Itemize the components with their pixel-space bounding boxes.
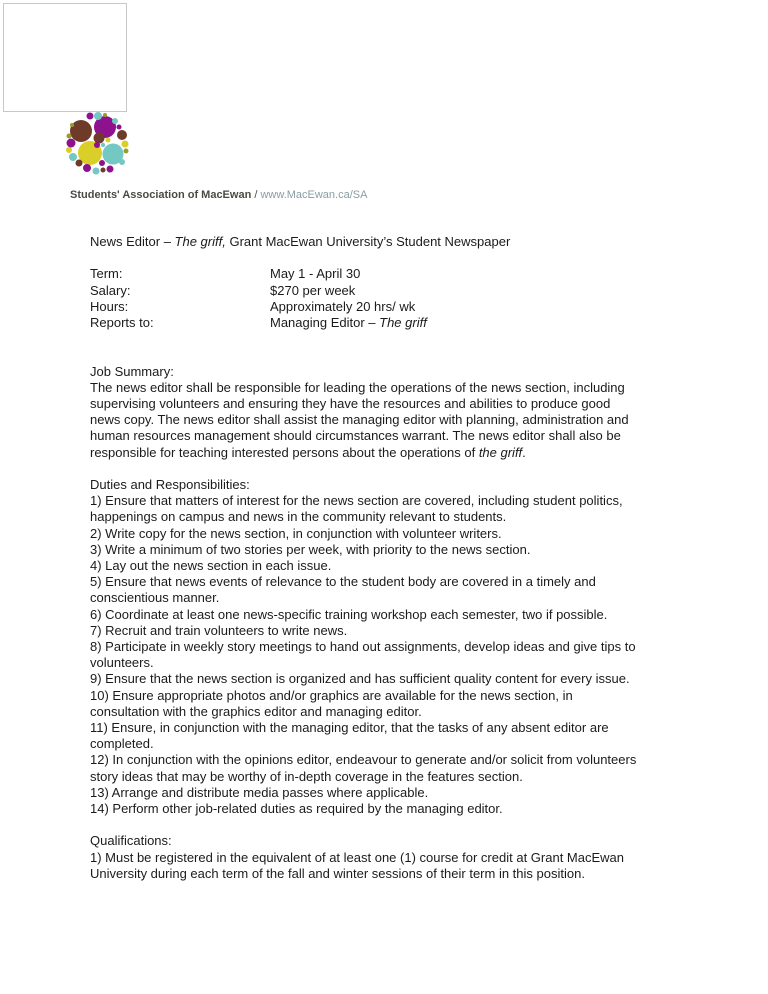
blank-line	[90, 461, 710, 477]
text-segment: 1) Must be registered in the equivalent of at least one (1) course for credit at Grant MacEwan	[90, 849, 624, 865]
text-segment: consultation with the graphics editor and managing editor.	[90, 703, 422, 719]
italic-text: The griff,	[174, 234, 226, 249]
field-row	[90, 266, 710, 282]
text-segment: Approximately 20 hrs/ wk	[270, 298, 416, 314]
job-title	[90, 234, 710, 250]
blank-line	[90, 331, 710, 347]
section-heading	[90, 477, 710, 493]
text-line	[90, 801, 710, 817]
text-segment: $270 per week	[270, 282, 356, 298]
field-value	[270, 266, 360, 281]
text-segment: 7) Recruit and train volunteers to write news.	[90, 622, 348, 638]
image-placeholder-box	[3, 3, 127, 112]
text-segment: news copy. The news editor shall assist the managing editor with planning, administration and	[90, 412, 629, 428]
text-line	[90, 623, 710, 639]
text-line	[90, 671, 710, 687]
text-line	[90, 526, 710, 542]
field-row	[90, 299, 710, 315]
text-segment: 8) Participate in weekly story meetings to hand out assignments, develop ideas and give tips to	[90, 639, 636, 655]
text-segment: 12) In conjunction with the opinions editor, endeavour to generate and/or solicit from volunteers	[90, 752, 637, 768]
text-segment: volunteers.	[90, 655, 154, 671]
blank-line	[90, 250, 710, 266]
text-line	[90, 574, 710, 590]
text-segment: 13) Arrange and distribute media passes where applicable.	[90, 784, 429, 800]
text-segment: Duties and Responsibilities:	[90, 476, 250, 492]
text-line	[90, 769, 710, 785]
text-segment: Managing Editor –	[270, 315, 380, 330]
text-segment: responsible for teaching interested persons about the operations of	[90, 444, 479, 460]
text-segment: completed.	[90, 736, 154, 752]
text-line	[90, 639, 710, 655]
field-value	[270, 299, 415, 314]
text-line	[90, 558, 710, 574]
text-segment: 14) Perform other job-related duties as required by the managing editor.	[90, 801, 503, 817]
text-line	[90, 785, 710, 801]
field-row	[90, 315, 710, 331]
field-value	[270, 283, 355, 298]
text-line	[90, 704, 710, 720]
dot-cluster-logo-icon	[64, 112, 130, 178]
text-segment: .	[522, 444, 526, 460]
masthead	[70, 189, 367, 202]
text-line	[90, 752, 710, 768]
text-segment: University during each term of the fall and winter sessions of their term in this position.	[90, 865, 585, 881]
text-segment: conscientious manner.	[90, 590, 220, 606]
italic-text: the griff	[478, 444, 523, 460]
text-segment: Grant MacEwan University’s Student Newspaper	[225, 234, 511, 249]
text-segment: story ideas that may be worthy of in-depth coverage in the features section.	[90, 768, 523, 784]
text-line	[90, 607, 710, 623]
section-heading	[90, 364, 710, 380]
text-line	[90, 542, 710, 558]
field-row	[90, 283, 710, 299]
text-segment: Job Summary:	[90, 363, 174, 379]
section-heading	[90, 833, 710, 849]
text-line	[90, 509, 710, 525]
text-line	[90, 866, 710, 882]
org-url: www.MacEwan.ca/SA	[260, 189, 368, 201]
text-line	[90, 590, 710, 606]
field-value	[270, 315, 427, 330]
text-line	[90, 850, 710, 866]
masthead-separator: /	[251, 189, 261, 201]
text-segment: May 1 - April 30	[270, 266, 361, 282]
logo	[64, 112, 130, 178]
field-label: Hours:	[90, 298, 129, 314]
text-segment: 6) Coordinate at least one news-specific training workshop each semester, two if possible.	[90, 606, 608, 622]
text-line	[90, 736, 710, 752]
text-segment: supervising volunteers and ensuring they have the resources and abilities to produce good	[90, 395, 611, 411]
blank-line	[90, 347, 710, 363]
text-segment: happenings on campus and news in the community relevant to students.	[90, 509, 507, 525]
field-label: Reports to:	[90, 315, 154, 330]
field-label: Salary:	[90, 282, 131, 298]
text-segment: 11) Ensure, in conjunction with the managing editor, that the tasks of any absent editor are	[90, 720, 609, 736]
blank-line	[90, 817, 710, 833]
field-label: Term:	[90, 266, 123, 282]
text-line	[90, 688, 710, 704]
text-segment: 10) Ensure appropriate photos and/or graphics are available for the news section, in	[90, 687, 573, 703]
text-line	[90, 396, 710, 412]
text-line	[90, 412, 710, 428]
text-segment: 5) Ensure that news events of relevance to the student body are covered in a timely and	[90, 574, 596, 590]
org-name: Students' Association of MacEwan	[70, 189, 252, 201]
text-segment: 4) Lay out the news section in each issue.	[90, 558, 332, 573]
text-line	[90, 720, 710, 736]
text-segment: 9) Ensure that the news section is organized and has sufficient quality content for every issue.	[90, 671, 630, 687]
document-body	[90, 234, 710, 882]
italic-text: The griff	[379, 315, 427, 330]
text-line	[90, 445, 710, 461]
text-segment: Qualifications:	[90, 833, 172, 849]
text-line	[90, 493, 710, 509]
text-line	[90, 428, 710, 444]
text-line	[90, 655, 710, 671]
text-segment: 2) Write copy for the news section, in conjunction with volunteer writers.	[90, 525, 502, 541]
text-segment: 1) Ensure that matters of interest for the news section are covered, including student politics,	[90, 493, 623, 509]
text-segment: 3) Write a minimum of two stories per week, with priority to the news section.	[90, 541, 531, 557]
text-segment: News Editor –	[90, 234, 175, 249]
text-segment: The news editor shall be responsible for leading the operations of the news section, including	[90, 379, 625, 395]
text-segment: human resources management should circumstances warrant. The news editor shall also be	[90, 428, 621, 444]
text-line	[90, 380, 710, 396]
